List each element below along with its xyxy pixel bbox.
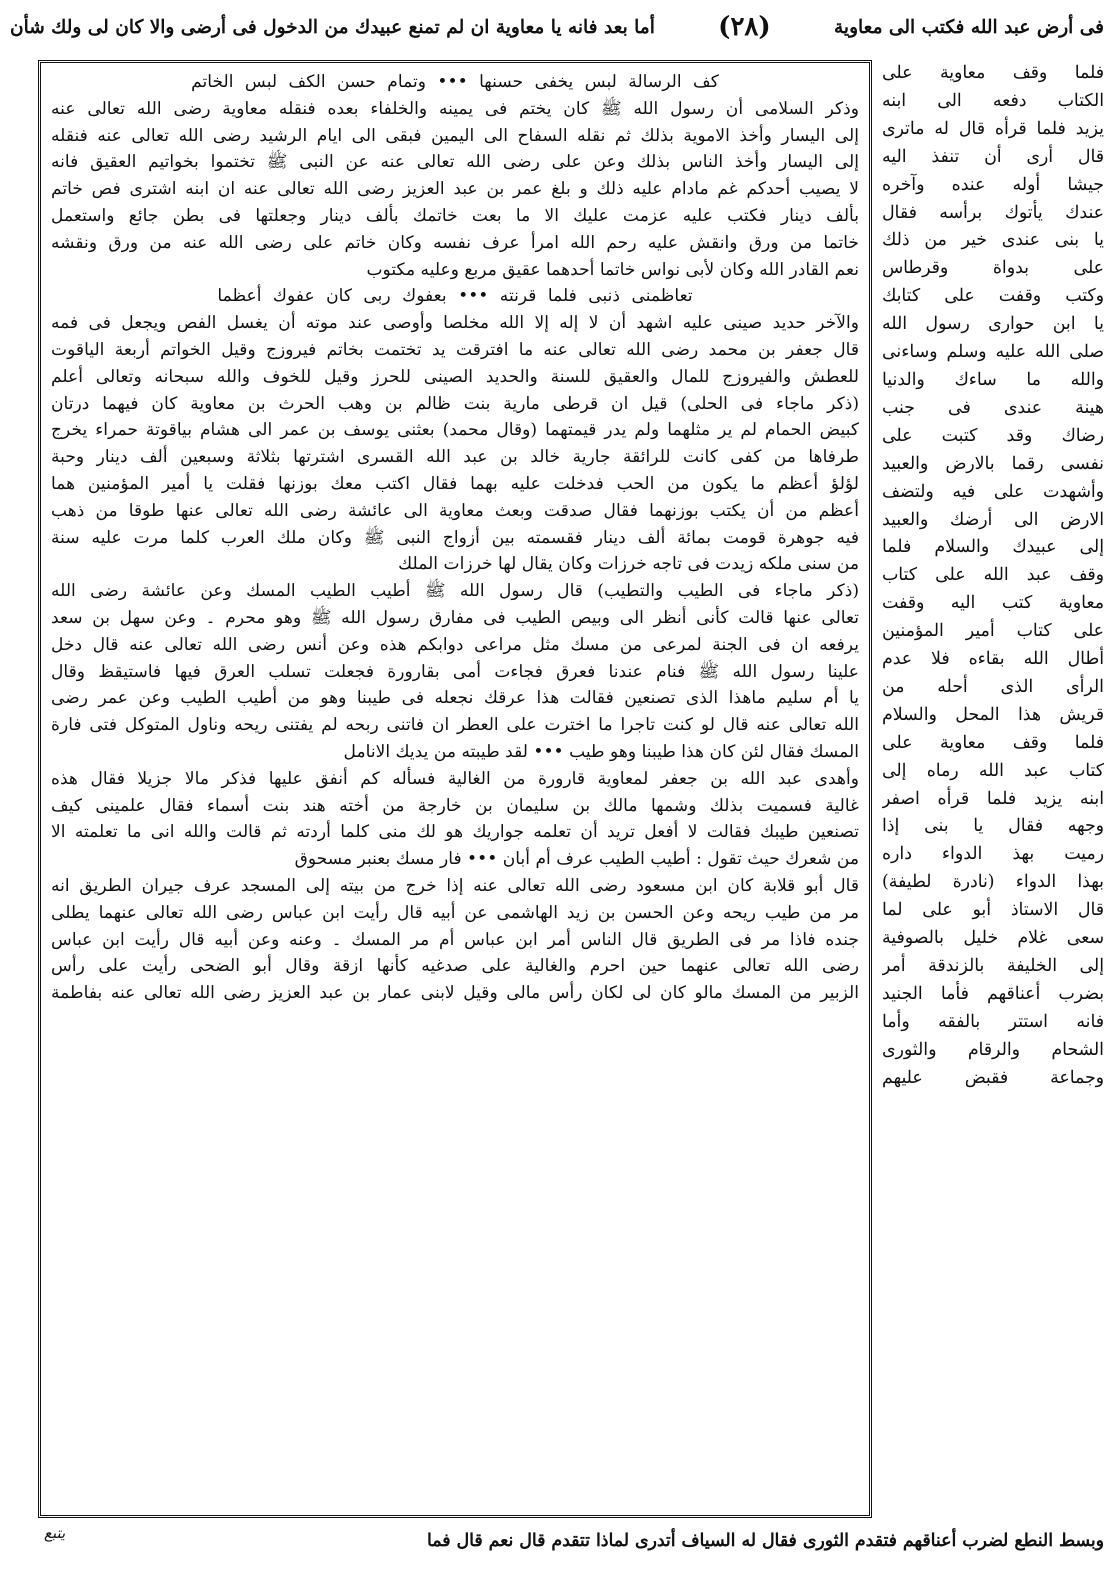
- header-right-text: فى أرض عبد الله فكتب الى معاوية: [834, 16, 1104, 38]
- text-line: المسك فقال لئن كان هذا طيبنا وهو طيب ••• لقد طيبته من يديك الانامل: [343, 741, 859, 762]
- margin-line: على كتاب أمير المؤمنين: [882, 621, 1104, 642]
- text-line: يا أم سليم ماهذا الذى تصنعين فقالت هذا عرقك نجعله فى طيبنا وهو من أطيب الطيب وعن عمر رضى: [51, 688, 859, 709]
- margin-line: معاوية كتب اليه وقفت: [882, 593, 1104, 614]
- margin-line: أطال الله بقاءه فلا عدم: [882, 649, 1104, 670]
- text-line: تصنعين طيبك فقالت لا أفعل تريد أن تعلمه جواريك هو لك منى كلما أردته ثم قالت والله انى ما تعلمته الا: [51, 822, 859, 843]
- text-line: كبيض الحمام لم ير مثلهما ولم يدر قيمتهما (وقال محمد) بعثنى يوسف بن عمر الى هشام بياقوتة حمراء يخرج: [51, 420, 859, 441]
- text-line: بألف دينار فكتب عليه عزمت عليك الا ما بعت خاتمك بألف دينار وجعلتها فى بطن جائع واستعمل: [51, 205, 859, 226]
- margin-line: كتاب عبد الله رماه إلى: [882, 760, 1104, 781]
- text-line: غالية فسميت بذلك وشمها مالك بن سليمان بن خارجة من أخته هند بنت أسماء فقال علمينى كيف: [51, 795, 859, 816]
- margin-line: قريش هذا المحل والسلام: [882, 704, 1104, 725]
- text-line: والآخر حديد صينى عليه اشهد أن لا إله إلا الله مخلصا وأوصى عند موته أن يغسل الفص ويجعل فى فمه: [51, 313, 859, 334]
- margin-line: جيشا أوله عنده وآخره: [882, 174, 1104, 195]
- margin-line: فلما وقف معاوية على: [882, 732, 1104, 753]
- margin-line: الرأى الذى أحله من: [882, 676, 1104, 697]
- text-line: للعطش والفيروزج للمال والعقيق للسنة والحديد الصينى للحرز وقيل للخوف والله سبحانه وتعالى أعلم: [51, 366, 859, 387]
- margin-line: يزيد فلما قرأه قال له ماترى: [882, 118, 1104, 139]
- margin-line: إلى الخليفة بالزندقة أمر: [882, 956, 1104, 976]
- text-line: إلى اليسار وأخذ الناس بذلك وعن على رضى الله تعالى عنه عن النبى ﷺ تختموا بخواتيم العقيق فانه: [51, 152, 859, 173]
- text-line: فيه جوهرة قومت بمائة ألف دينار فقسمته بين أزواج النبى ﷺ وكان ملك العرب كلما مرت عليه سنة: [51, 527, 859, 548]
- text-line: من سنى ملكه زيدت فى تاجه خرزات وكان يقال لها خرزات الملك: [398, 554, 859, 575]
- text-line: (ذكر ماجاء فى الطيب والتطيب) قال رسول الله ﷺ أطيب الطيب المسك وعن عائشة رضى الله: [51, 581, 859, 602]
- margin-line: هينة عندى فى جنب: [882, 397, 1104, 418]
- margin-column: [882, 60, 1104, 1512]
- text-line: جنده فاذا مر فى الطريق قال الناس أمر ابن عباس أم مر المسك ۔ وعنه وعن أبيه قال رأيت ابن عباس: [51, 929, 859, 950]
- margin-line: يا ابن حوارى رسول الله: [882, 314, 1104, 335]
- margin-line: صلى الله عليه وسلم وساءنى: [882, 342, 1104, 363]
- text-line: مر من طيب ريحه وعن الحسن بن زيد الهاشمى عن أبيه قال رأيت ابن عباس رضى الله تعالى عنهما يطلى: [51, 902, 859, 923]
- page-number: (٢٨): [718, 12, 771, 42]
- text-line: وذكر السلامى أن رسول الله ﷺ كان يختم فى يمينه والخلفاء بعده فنقله معاوية رضى الله تعالى عنه: [51, 98, 859, 119]
- text-line: الله تعالى عنه قال لو كنت تاجرا ما اخترت على العطر ان فاتنى ربحه لم يفتنى ريحه وناول المتوكل فتى فارة: [51, 715, 859, 736]
- margin-line: بضرب أعناقهم فأما الجنيد: [882, 983, 1104, 1004]
- verse-line: تعاظمنى ذنبى فلما قرنته ••• بعفوك ربى كان عفوك أعظما: [217, 286, 693, 307]
- text-line: من شعرك حيث تقول : أطيب الطيب عرف أم أبان ••• فار مسك بعنبر مسحوق: [294, 849, 859, 870]
- text-line: قال جعفر بن محمد رضى الله تعالى عنه ما افترقت يد تختمت بخاتم فيروزج وقيل الخواتم أربعة الياقوت: [51, 339, 859, 360]
- text-line: إلى اليسار وأخذ الاموية بذلك ثم نقله السفاح الى اليمين فبقى الى ايام الرشيد رضى الله تعالى عنه فنقله: [51, 125, 859, 146]
- text-line: أعظم من أن يكتب بوزنهما فقال صدقت وبعث معاوية الى عائشة رضى الله تعالى عنها طوقا من ذهب: [51, 500, 859, 521]
- margin-line: وقف عبد الله على كتاب: [882, 565, 1104, 586]
- margin-line: قال الاستاذ أبو على لما: [882, 900, 1104, 921]
- margin-line: وجماعة فقبض عليهم: [882, 1067, 1104, 1088]
- text-line: لؤلؤ أعظم ما يكون من الحب فدخلت عليه بهما فقال اكتب معك بوزنها فقلت يا أمير المؤمنين هما: [51, 473, 859, 494]
- text-line: يرفعه ان فى الجنة لمرعى من مسك مثل مراعى دوابكم هذه وعن أنس رضى الله تعالى عنه قال دخل: [51, 634, 859, 655]
- text-line: رضى الله تعالى عنهما حين احرم والغالية على صدغيه كأنها ازقة وقال أبو الضحى رأيت على رأس: [51, 956, 859, 977]
- margin-line: رضاك وقد كتبت على: [882, 425, 1104, 446]
- text-line: خاتما من ورق وانقش عليه رحم الله امرأ عرف نفسه وكان خاتم على رضى الله عنه من ورق ونقشه: [51, 232, 859, 253]
- margin-line: فلما وقف معاوية على: [882, 63, 1104, 83]
- margin-line: ابنه يزيد فلما قرأه اصفر: [882, 788, 1104, 809]
- text-line: علينا رسول الله ﷺ فنام عندنا فعرق فجاءت أمى بقارورة فجعلت تسلب العرق فيها فاستيقظ وقال: [51, 661, 859, 682]
- text-line: لا يصيب أحدكم غم مادام عليه ذلك و بلغ عمر بن عبد العزيز رضى الله تعالى عنه ان ابنه اشترى فص خاتم: [51, 179, 859, 200]
- margin-line: وأشهدت على فيه ولتضف: [882, 481, 1104, 502]
- margin-line: نفسى رقما بالارض والعبيد: [882, 453, 1104, 474]
- text-line: وأهدى عبد الله بن جعفر لمعاوية قارورة من الغالية فسأله كم أنفق عليها فذكر مالا جزيلا فقال هذه: [51, 768, 859, 789]
- margin-line: الشحام والرقام والثورى: [882, 1039, 1104, 1060]
- footer-line: وبسط النطع لضرب أعناقهم فتقدم الثورى فقال له السياف أتدرى لماذا تتقدم قال نعم قال فما: [427, 1531, 1104, 1551]
- margin-line: على بدواة وقرطاس: [882, 258, 1104, 279]
- text-line: طرفاها من كفى كانت للرائقة جارية خالد بن عبد الله القسرى اشترتها بثلاثة وسبعين ألف دينار وحبة: [51, 447, 859, 468]
- margin-line: والله ما ساءك والدنيا: [882, 369, 1104, 390]
- text-line: نعم القادر الله وكان لأبى نواس خاتما أحدهما عقيق مربع وعليه مكتوب: [366, 259, 859, 280]
- verse-line: كف الرسالة لبس يخفى حسنها ••• وتمام حسن الكف لبس الخاتم: [191, 72, 719, 92]
- margin-line: وجهه فقال يا بنى إذا: [882, 816, 1104, 837]
- margin-line: الارض الى أرضك والعبيد: [882, 509, 1104, 530]
- margin-line: رميت بهذ الدواء داره: [882, 844, 1104, 865]
- margin-line: يا بنى عندى خير من ذلك: [882, 230, 1104, 251]
- margin-line: وكتب وقفت على كتابك: [882, 286, 1104, 307]
- text-line: قال أبو قلابة كان ابن مسعود رضى الله تعالى عنه إذا خرج من بيته إلى المسجد عرف جيران الطريق انه: [51, 875, 859, 896]
- text-line: الزبير من المسك مالو كان لى لكان رأس مالى وقيل لابنى عمار بن عبد العزيز رضى الله تعالى عنه بفاطمة: [51, 983, 859, 1004]
- main-text-frame: [38, 60, 872, 1518]
- margin-line: سعى غلام خليل بالصوفية: [882, 928, 1104, 949]
- margin-line: قال أرى أن تنفذ اليه: [882, 146, 1104, 167]
- margin-line: الكتاب دفعه الى ابنه: [882, 90, 1104, 111]
- margin-line: عندك يأتوك برأسه فقال: [882, 202, 1104, 223]
- header-left-text: أما بعد فانه يا معاوية ان لم تمنع عبيدك من الدخول فى أرضى والا كان لى ولك شأن: [10, 16, 655, 38]
- margin-line: بهذا الدواء (نادرة لطيفة): [882, 872, 1104, 893]
- page-header: [10, 6, 1104, 48]
- text-line: تعالى عنها قالت كأنى أنظر الى وبيص الطيب فى مفارق رسول الله ﷺ وهو محرم ۔ وعن سهل بن سعد: [51, 607, 859, 628]
- margin-line: إلى عبيدك والسلام فلما: [882, 537, 1104, 558]
- margin-line: فانه استتر بالفقه وأما: [882, 1011, 1104, 1032]
- text-line: (ذكر ماجاء فى الحلى) قيل ان قرطى مارية بنت ظالم بن وهب الحرث بن معاوية كان فيهما درتان: [51, 393, 859, 414]
- catchword: يتبع: [44, 1524, 66, 1542]
